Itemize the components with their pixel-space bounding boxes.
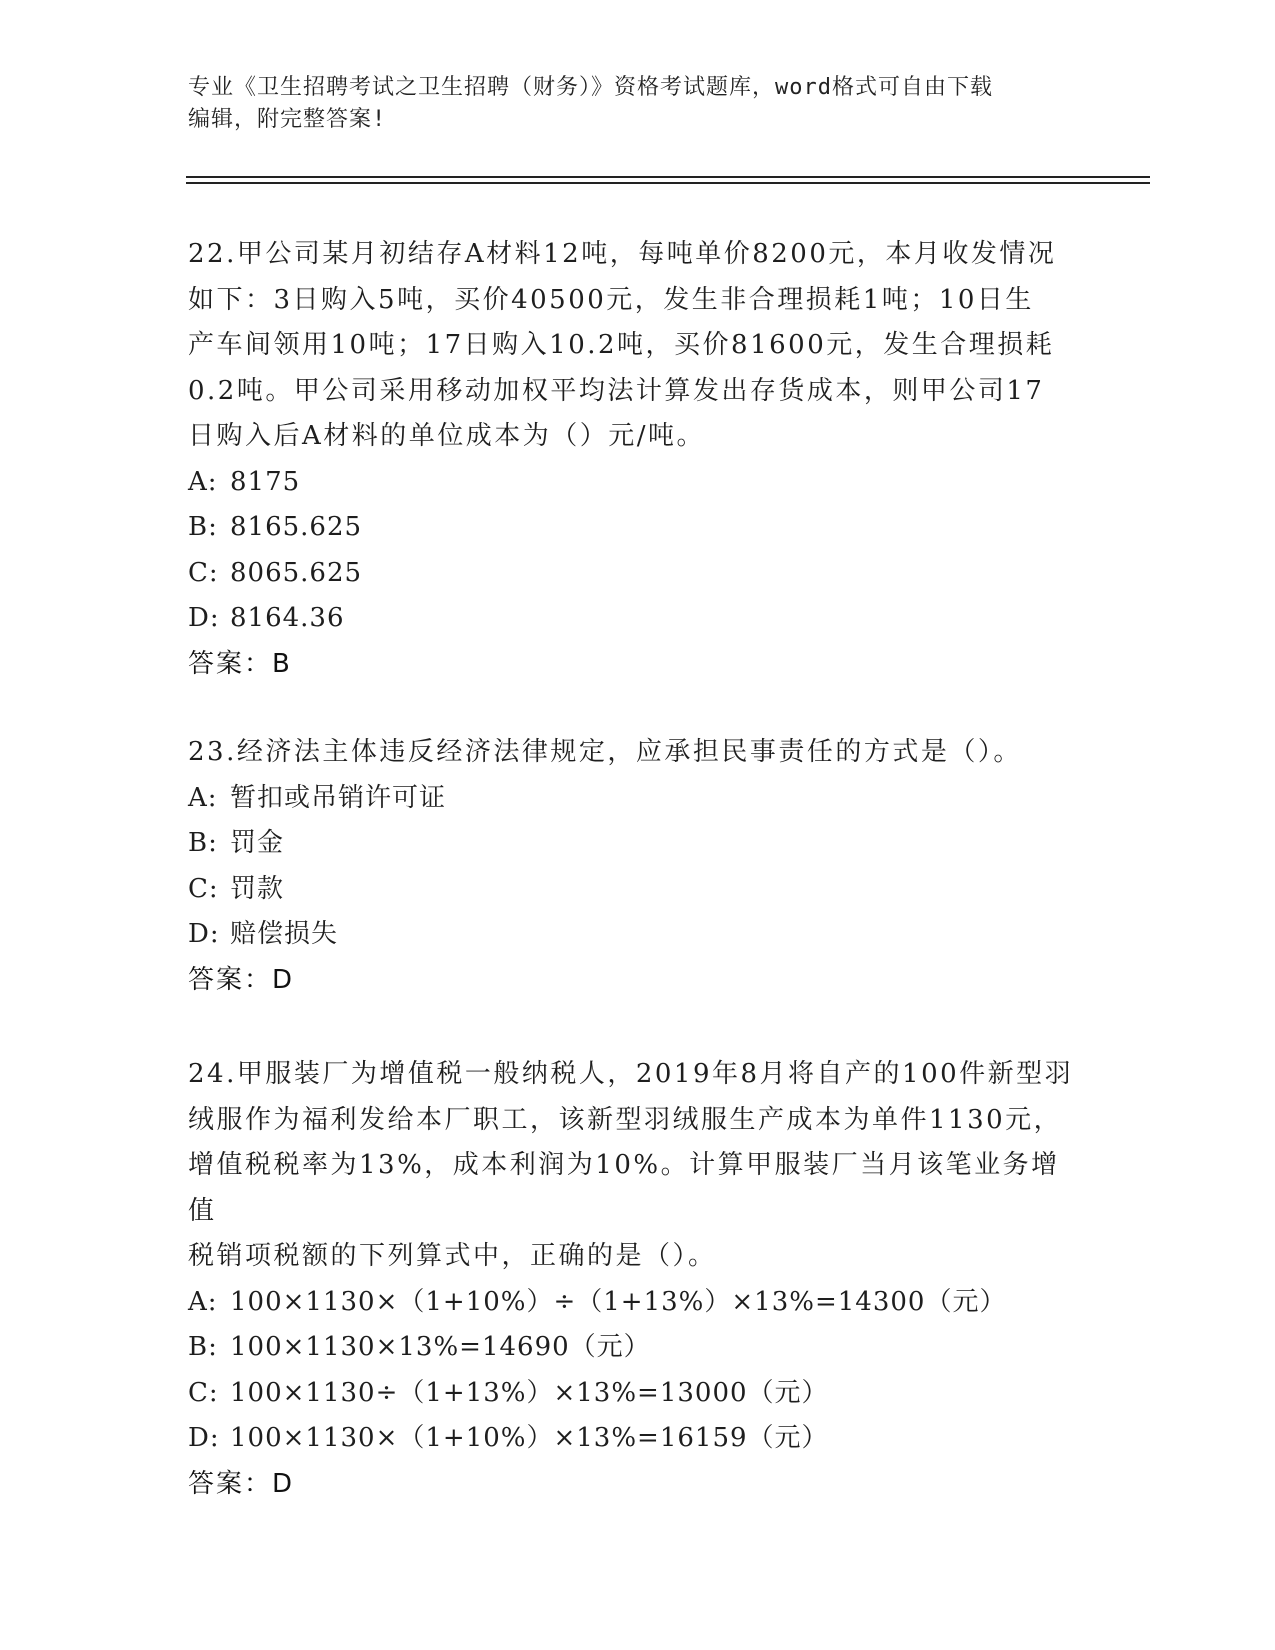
option-key: B: [188,828,218,858]
header-rule-top [186,176,1150,178]
option-b [188,821,1088,867]
option-text: 8165.625 [230,512,363,542]
option-text: 罚金 [230,828,285,858]
answer-line: 答案：D [188,1468,295,1499]
stem-line: 22.甲公司某月初结存A材料12吨，每吨单价8200元，本月收发情况 [188,239,1057,269]
stem-line: 24.甲服装厂为增值税一般纳税人，2019年8月将自产的100件新型羽 [188,1059,1074,1089]
option-key: A: [188,466,218,497]
option-key: C: [188,557,219,588]
header-line-2: 编辑，附完整答案! [188,107,387,132]
stem-line: 税销项税额的下列算式中，正确的是（）。 [188,1241,717,1271]
stem-line: 23.经济法主体违反经济法律规定，应承担民事责任的方式是（）。 [188,737,1022,767]
option-key: D: [188,603,220,633]
option-text: 罚款 [230,873,285,904]
question-stem [188,232,1088,460]
stem-line: 如下：3日购入5吨，买价40500元，发生非合理损耗1吨；10日生 [188,284,1034,315]
option-key: B: [188,1332,218,1362]
option-key: A: [188,782,218,813]
option-key: B: [188,512,218,542]
answer-line: 答案：B [188,648,292,679]
option-c [188,1371,1088,1417]
option-b [188,1325,1088,1371]
question-stem [188,1052,1088,1280]
question-22 [188,232,1088,687]
option-text: 100×1130×13%=14690（元） [230,1332,651,1362]
option-c [188,867,1088,913]
option-text: 100×1130×（1+10%）÷（1+13%）×13%=14300（元） [230,1286,1007,1317]
option-c [188,551,1088,597]
option-d [188,912,1088,958]
option-a [188,1280,1088,1326]
stem-line: 0.2吨。甲公司采用移动加权平均法计算发出存货成本，则甲公司17 [188,375,1045,406]
option-a [188,776,1088,822]
option-d [188,596,1088,642]
option-a [188,460,1088,506]
answer-line: 答案：D [188,964,295,995]
stem-line: 日购入后A材料的单位成本为（）元/吨。 [188,421,706,451]
question-stem [188,730,1088,776]
question-23 [188,730,1088,1003]
option-text: 暂扣或吊销许可证 [230,782,447,813]
option-text: 8164.36 [230,603,345,633]
option-key: C: [188,1377,219,1408]
stem-line: 绒服作为福利发给本厂职工，该新型羽绒服生产成本为单件1130元， [188,1104,1063,1135]
option-key: D: [188,1423,220,1453]
option-key: D: [188,919,220,949]
option-text: 100×1130÷（1+13%）×13%=13000（元） [230,1377,829,1408]
header-note [188,72,1068,136]
question-24 [188,1052,1088,1507]
option-text: 100×1130×（1+10%）×13%=16159（元） [230,1423,829,1453]
option-text: 8175 [230,466,301,497]
option-key: C: [188,873,219,904]
option-d [188,1416,1088,1462]
option-key: A: [188,1286,218,1317]
header-line-1: 专业《卫生招聘考试之卫生招聘（财务）》资格考试题库，word格式可自由下载 [188,75,993,100]
stem-line: 产车间领用10吨；17日购入10.2吨，买价81600元，发生合理损耗 [188,330,1055,360]
header-rule-bottom [186,182,1150,184]
option-text: 8065.625 [230,557,363,588]
option-text: 赔偿损失 [230,919,339,949]
stem-line: 增值税税率为13%，成本利润为10%。计算甲服装厂当月该笔业务增值 [188,1150,1060,1226]
option-b [188,505,1088,551]
